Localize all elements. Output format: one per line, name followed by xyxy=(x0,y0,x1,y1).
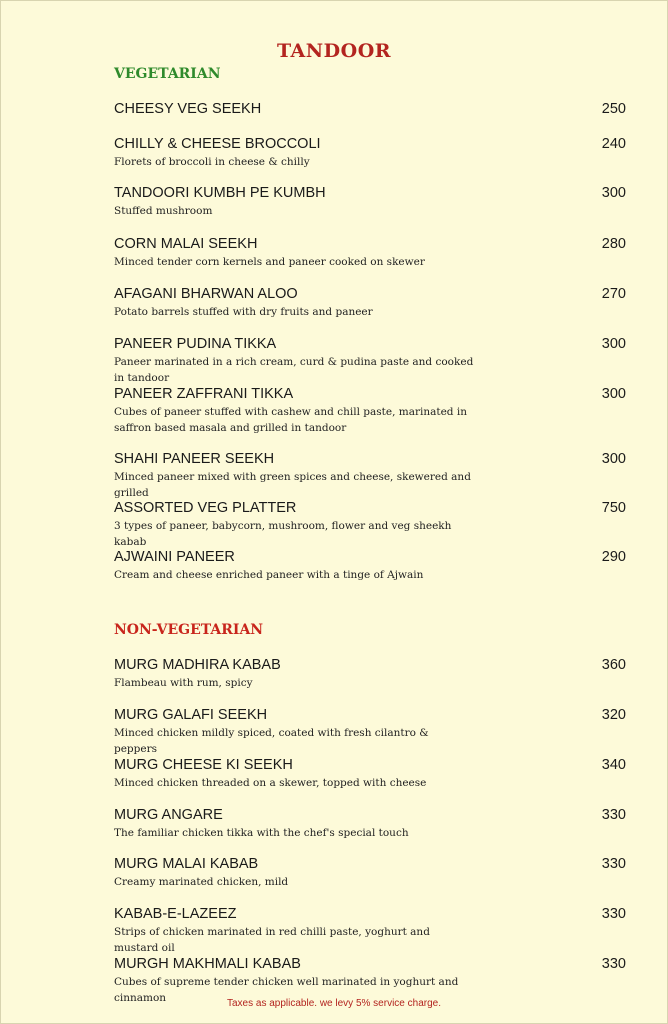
veg-menu-item xyxy=(114,286,626,320)
veg-menu-item xyxy=(114,500,626,550)
item-name: MURG CHEESE KI SEEKH xyxy=(114,757,293,773)
item-description: Minced paneer mixed with green spices and cheese, skewered and grilled xyxy=(114,471,471,499)
veg-menu-item xyxy=(114,136,626,170)
footer-note: Taxes as applicable. we levy 5% service charge. xyxy=(227,998,441,1009)
vegetarian-heading: VEGETARIAN xyxy=(114,66,221,82)
item-name: CHEESY VEG SEEKH xyxy=(114,101,262,117)
item-name: AJWAINI PANEER xyxy=(114,549,235,565)
item-description: Potato barrels stuffed with dry fruits and paneer xyxy=(114,306,373,318)
item-description: Minced chicken threaded on a skewer, topped with cheese xyxy=(114,777,427,789)
item-price: 330 xyxy=(601,807,626,823)
page-title: TANDOOR xyxy=(276,40,392,62)
item-name: SHAHI PANEER SEEKH xyxy=(114,451,275,467)
item-name: AFAGANI BHARWAN ALOO xyxy=(114,286,298,302)
item-price: 270 xyxy=(601,286,626,302)
item-price: 250 xyxy=(601,101,626,117)
nonveg-menu-item xyxy=(114,807,626,841)
item-name: MURG MALAI KABAB xyxy=(114,856,259,872)
veg-menu-item xyxy=(114,236,626,270)
item-name: ASSORTED VEG PLATTER xyxy=(114,500,297,516)
item-name: TANDOORI KUMBH PE KUMBH xyxy=(114,185,326,201)
item-description: Paneer marinated in a rich cream, curd & pudina paste and cooked in tandoor xyxy=(114,356,474,384)
item-name: CHILLY & CHEESE BROCCOLI xyxy=(114,136,321,152)
veg-menu-item xyxy=(114,386,626,436)
item-name: KABAB-E-LAZEEZ xyxy=(114,906,237,922)
item-description: Cubes of paneer stuffed with cashew and chill paste, marinated in saffron based masala and grilled in tandoor xyxy=(114,406,467,434)
item-name: CORN MALAI SEEKH xyxy=(114,236,258,252)
nonveg-menu-item xyxy=(114,906,626,956)
item-name: MURGH MAKHMALI KABAB xyxy=(114,956,301,972)
veg-menu-item xyxy=(114,451,626,501)
veg-menu-item xyxy=(114,101,626,118)
item-price: 750 xyxy=(601,500,626,516)
item-description: Cream and cheese enriched paneer with a tinge of Ajwain xyxy=(114,569,424,581)
item-price: 240 xyxy=(601,136,626,152)
item-price: 300 xyxy=(601,451,626,467)
item-description: Cubes of supreme tender chicken well marinated in yoghurt and cinnamon xyxy=(114,976,459,1004)
nonveg-menu-item xyxy=(114,757,626,791)
item-description: The familiar chicken tikka with the chef's special touch xyxy=(114,827,409,839)
item-price: 300 xyxy=(601,386,626,402)
item-description: Strips of chicken marinated in red chilli paste, yoghurt and mustard oil xyxy=(114,926,430,954)
item-name: PANEER PUDINA TIKKA xyxy=(114,336,277,352)
item-price: 330 xyxy=(601,906,626,922)
item-price: 330 xyxy=(601,856,626,872)
item-description: Florets of broccoli in cheese & chilly xyxy=(114,156,310,168)
item-name: PANEER ZAFFRANI TIKKA xyxy=(114,386,294,402)
item-description: Creamy marinated chicken, mild xyxy=(114,876,289,888)
item-price: 280 xyxy=(601,236,626,252)
item-description: Flambeau with rum, spicy xyxy=(114,677,253,689)
veg-menu-item xyxy=(114,549,626,583)
item-price: 290 xyxy=(601,549,626,565)
item-price: 360 xyxy=(601,657,626,673)
item-price: 330 xyxy=(601,956,626,972)
item-description: 3 types of paneer, babycorn, mushroom, flower and veg sheekh kabab xyxy=(114,520,452,548)
item-name: MURG GALAFI SEEKH xyxy=(114,707,268,723)
item-price: 300 xyxy=(601,185,626,201)
item-description: Minced chicken mildly spiced, coated with fresh cilantro & peppers xyxy=(114,727,429,755)
item-description: Minced tender corn kernels and paneer cooked on skewer xyxy=(114,256,425,268)
nonveg-menu-item xyxy=(114,657,626,691)
nonveg-menu-item xyxy=(114,856,626,890)
veg-menu-item xyxy=(114,336,626,386)
nonveg-menu-item xyxy=(114,707,626,757)
non-vegetarian-heading: NON-VEGETARIAN xyxy=(114,622,264,638)
item-price: 340 xyxy=(601,757,626,773)
item-name: MURG ANGARE xyxy=(114,807,223,823)
item-price: 320 xyxy=(601,707,626,723)
item-description: Stuffed mushroom xyxy=(114,205,213,217)
item-price: 300 xyxy=(601,336,626,352)
veg-menu-item xyxy=(114,185,626,219)
item-name: MURG MADHIRA KABAB xyxy=(114,657,281,673)
